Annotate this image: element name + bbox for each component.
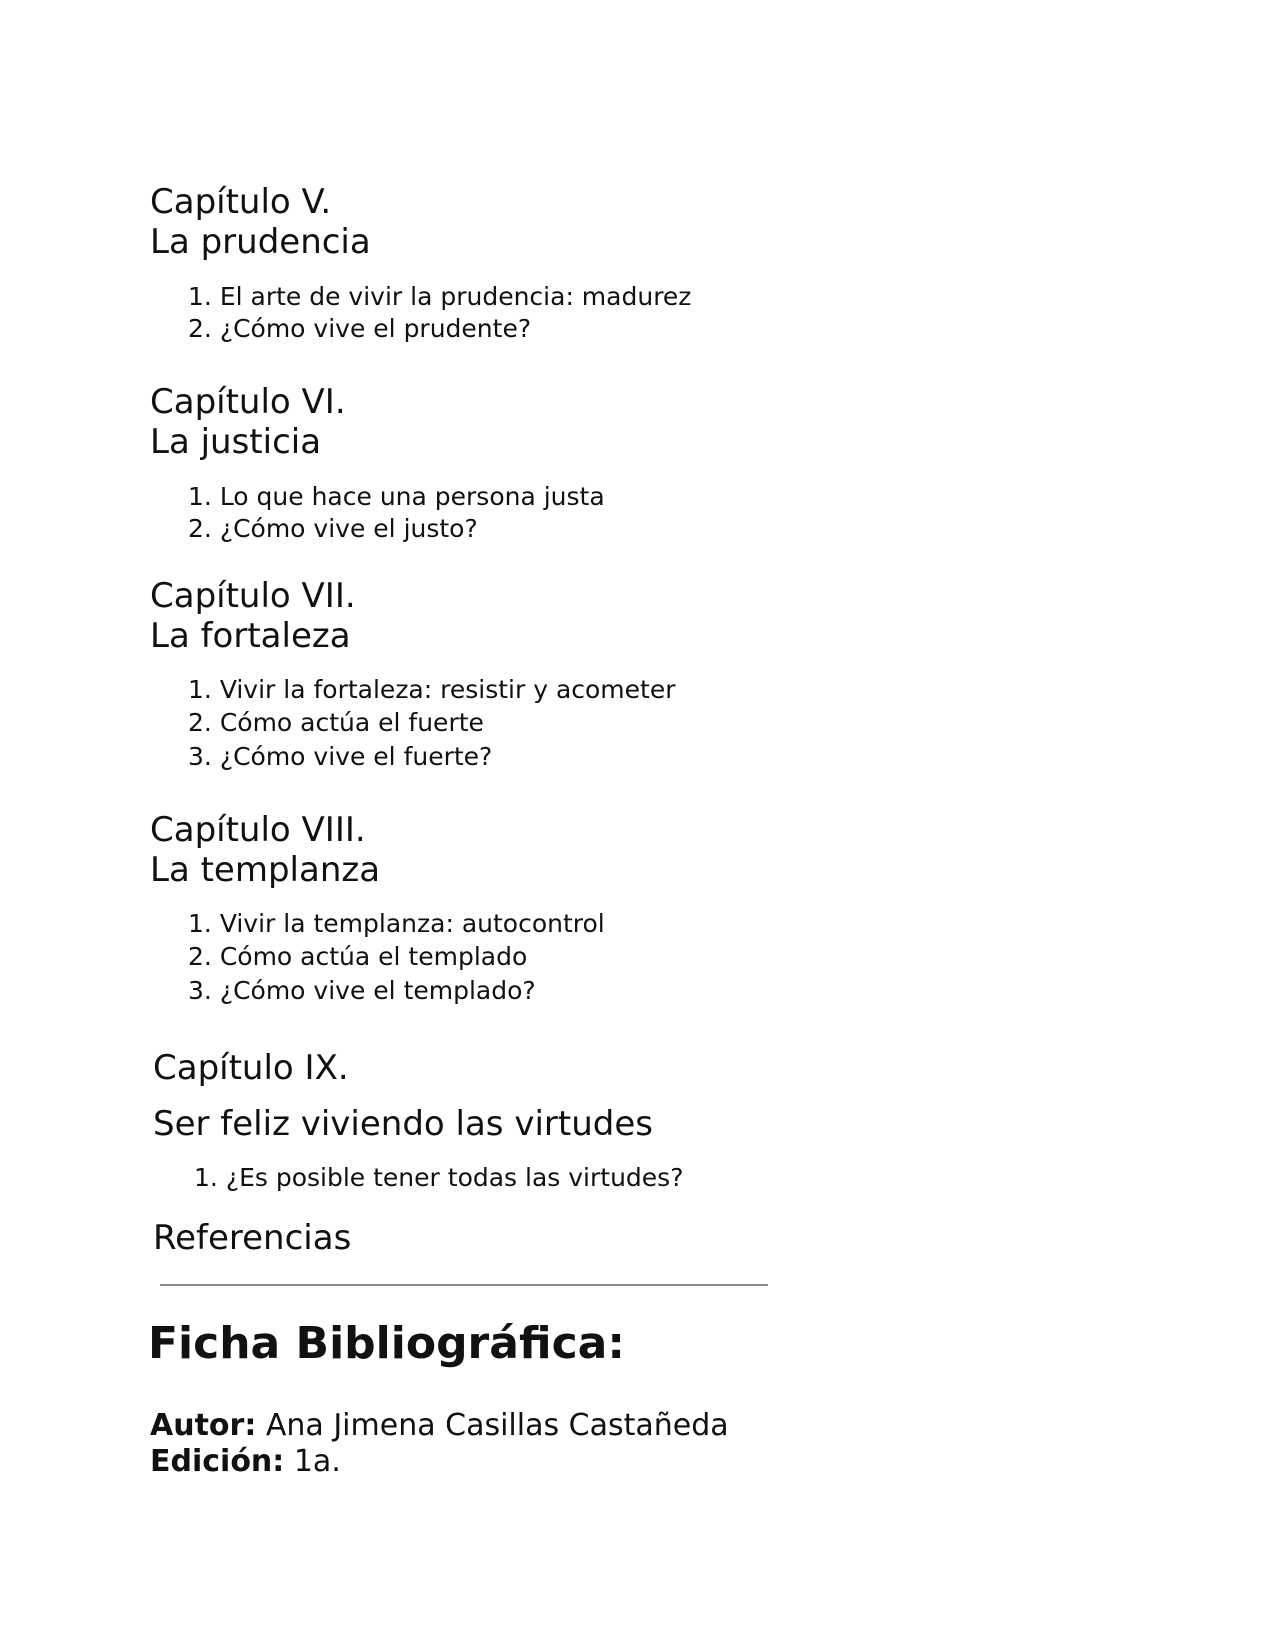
chapter-9-title: Ser feliz viviendo las virtudes [153, 1104, 653, 1144]
chapter-7-item-1 [188, 674, 676, 706]
item-number: 2. [188, 514, 212, 543]
item-number: 3. [188, 742, 212, 771]
item-text: ¿Es posible tener todas las virtudes? [225, 1163, 684, 1192]
chapter-9-label: Capítulo IX. [153, 1048, 349, 1088]
ficha-bibliografica-heading: Ficha Bibliográfica: [148, 1318, 625, 1369]
chapter-6-item-2 [188, 513, 478, 545]
item-number: 2. [188, 942, 212, 971]
item-number: 1. [188, 482, 212, 511]
chapter-8-item-3 [188, 975, 536, 1007]
chapter-8-label: Capítulo VIII. [150, 810, 366, 850]
chapter-8-title: La templanza [150, 850, 381, 890]
chapter-5-item-1 [188, 281, 691, 313]
item-text: Vivir la templanza: autocontrol [219, 909, 605, 938]
author-line [150, 1408, 729, 1444]
chapter-5-title: La prudencia [150, 222, 371, 262]
item-number: 1. [194, 1163, 218, 1192]
author-value: Ana Jimena Casillas Castañeda [265, 1408, 729, 1443]
edition-value: 1a. [293, 1444, 341, 1479]
item-text: El arte de vivir la prudencia: madurez [219, 282, 692, 311]
item-number: 2. [188, 708, 212, 737]
author-label: Autor: [150, 1408, 257, 1443]
item-text: ¿Cómo vive el fuerte? [219, 742, 493, 771]
chapter-7-title: La fortaleza [150, 616, 351, 656]
chapter-6-title: La justicia [150, 422, 322, 462]
item-number: 1. [188, 675, 212, 704]
item-number: 3. [188, 976, 212, 1005]
item-text: Cómo actúa el fuerte [219, 708, 484, 737]
edition-line [150, 1444, 341, 1480]
chapter-8-item-2 [188, 941, 527, 973]
chapter-5-label: Capítulo V. [150, 182, 332, 222]
item-text: ¿Cómo vive el templado? [219, 976, 536, 1005]
chapter-7-label: Capítulo VII. [150, 576, 356, 616]
item-number: 1. [188, 909, 212, 938]
chapter-6-label: Capítulo VI. [150, 382, 346, 422]
item-text: Lo que hace una persona justa [219, 482, 605, 511]
chapter-9-item-1 [194, 1162, 683, 1194]
item-number: 2. [188, 314, 212, 343]
item-text: ¿Cómo vive el prudente? [219, 314, 532, 343]
item-text: ¿Cómo vive el justo? [219, 514, 478, 543]
chapter-8-item-1 [188, 908, 605, 940]
chapter-6-item-1 [188, 481, 605, 513]
chapter-7-item-2 [188, 707, 484, 739]
references-heading: Referencias [153, 1218, 352, 1258]
edition-label: Edición: [150, 1444, 285, 1479]
chapter-5-item-2 [188, 313, 531, 345]
chapter-7-item-3 [188, 741, 492, 773]
item-text: Vivir la fortaleza: resistir y acometer [219, 675, 676, 704]
item-text: Cómo actúa el templado [219, 942, 528, 971]
item-number: 1. [188, 282, 212, 311]
divider [160, 1284, 768, 1286]
